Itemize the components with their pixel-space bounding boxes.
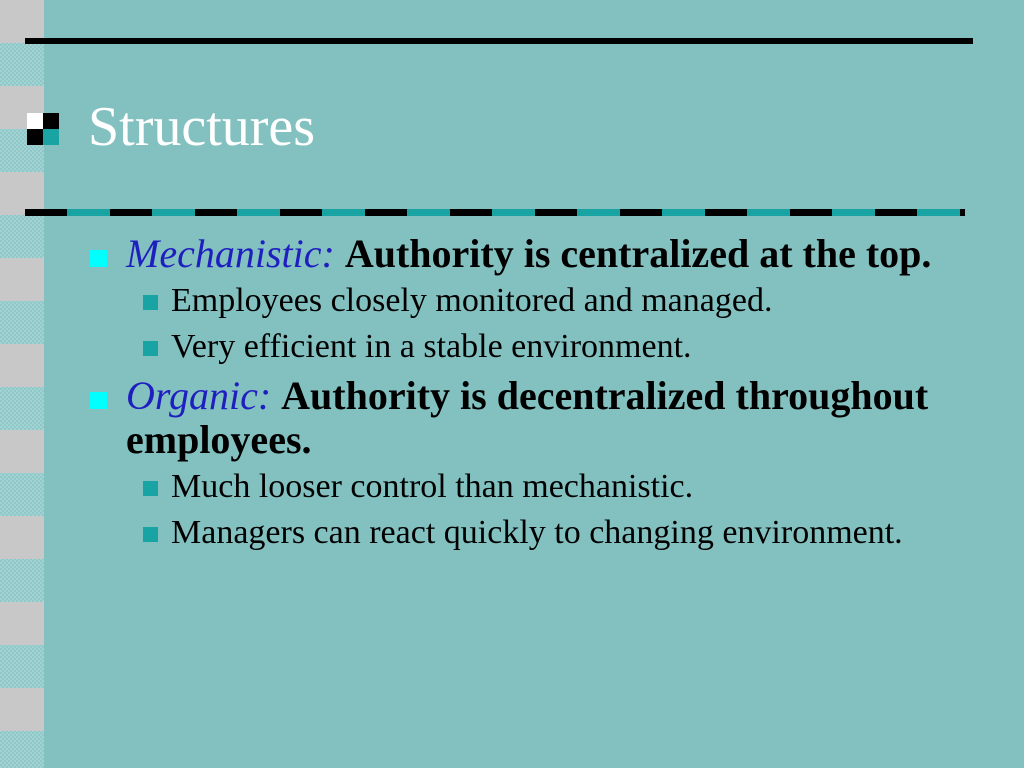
description-organic: Authority is decentralized throughout employees. xyxy=(126,373,929,462)
square-bullet-icon xyxy=(90,392,107,409)
dashed-rule xyxy=(25,209,965,216)
square-bullet-icon xyxy=(90,250,107,267)
subbullet-text: Managers can react quickly to changing environment. xyxy=(171,514,903,551)
side-band xyxy=(0,688,44,731)
side-band xyxy=(0,430,44,473)
subbullet-item xyxy=(88,468,968,506)
subbullet-text: Much looser control than mechanistic. xyxy=(171,468,694,505)
title-bullet-square xyxy=(27,113,43,129)
title-bullet-icon xyxy=(27,113,59,145)
side-band xyxy=(0,602,44,645)
top-rule xyxy=(25,38,973,44)
square-bullet-icon xyxy=(143,527,158,542)
description-mechanistic: Authority is centralized at the top. xyxy=(344,231,932,276)
title-bullet-square xyxy=(43,113,59,129)
square-bullet-icon xyxy=(143,295,158,310)
subbullet-text: Employees closely monitored and managed. xyxy=(171,282,773,319)
subbullet-text: Very efficient in a stable environment. xyxy=(171,328,692,365)
title-bullet-square xyxy=(43,129,59,145)
term-organic: Organic: xyxy=(126,373,272,418)
square-bullet-icon xyxy=(143,481,158,496)
title-bullet-square xyxy=(27,129,43,145)
side-band xyxy=(0,516,44,559)
side-band xyxy=(0,344,44,387)
bullet-mechanistic xyxy=(88,232,968,276)
subbullet-item xyxy=(88,328,968,366)
subbullet-item xyxy=(88,282,968,320)
term-mechanistic: Mechanistic: xyxy=(126,231,335,276)
side-band xyxy=(0,258,44,301)
side-band xyxy=(0,0,44,43)
slide-title: Structures xyxy=(88,96,316,158)
bullet-organic xyxy=(88,374,968,462)
slide-content xyxy=(88,232,968,560)
square-bullet-icon xyxy=(143,341,158,356)
subbullet-item xyxy=(88,514,968,552)
